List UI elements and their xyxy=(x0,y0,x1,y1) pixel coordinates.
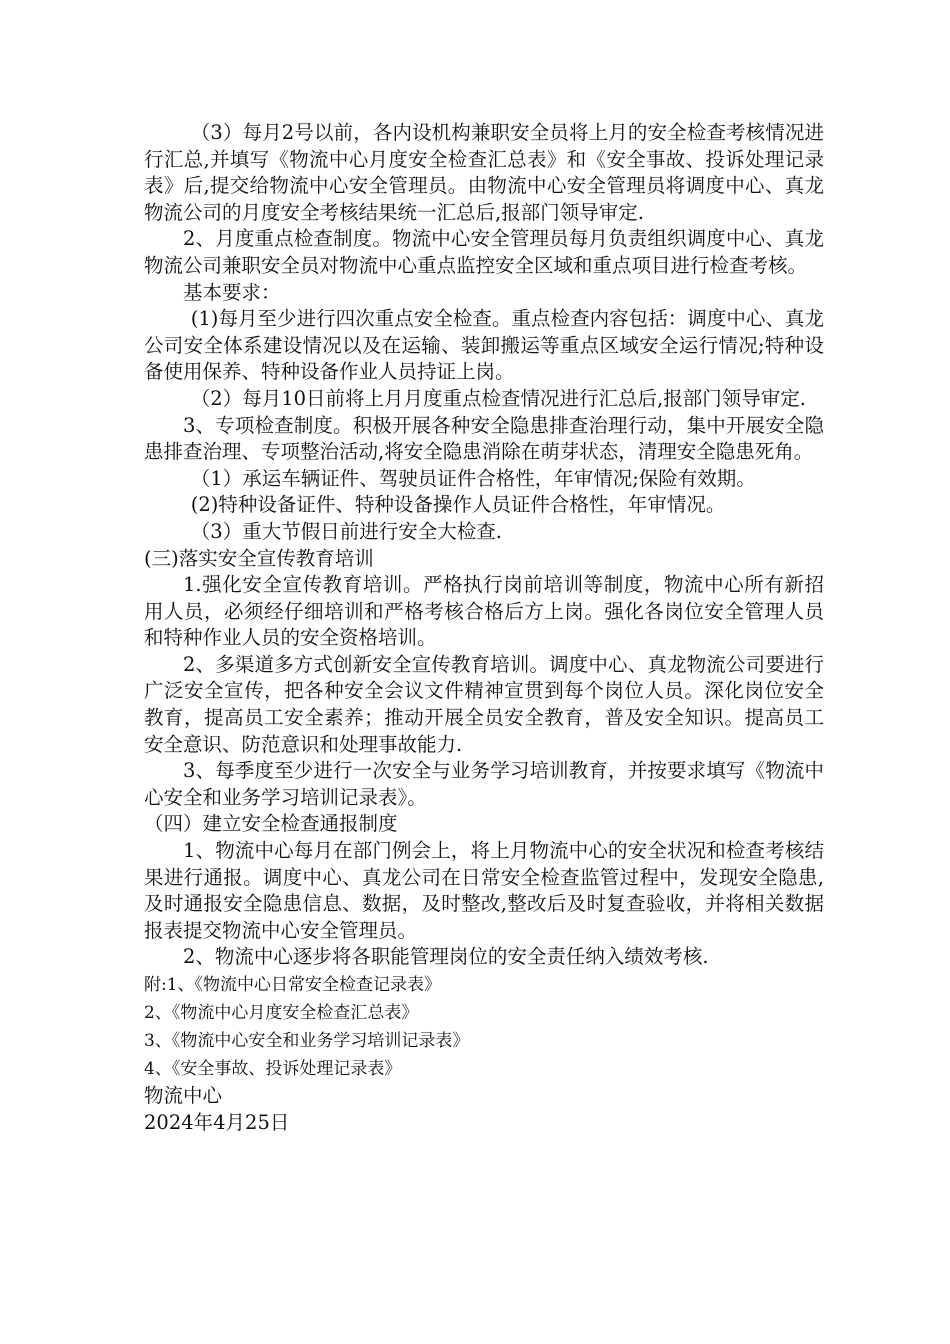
paragraph-requirement-2: （2）每月10日前将上月月度重点检查情况进行汇总后,报部门领导审定. xyxy=(190,386,806,410)
paragraph-special-item-2: (2)特种设备证件、特种设备操作人员证件合格性，年审情况。 xyxy=(190,493,726,517)
attachment-item-1: 附:1、《物流中心日常安全检查记录表》 xyxy=(144,975,442,995)
paragraph-requirement-1: (1)每月至少进行四次重点安全检查。重点检查内容包括：调度中心、真龙公司安全体系建设情况以及在运输、装卸搬运等重点区域安全运行情况;特种设备使用保养、特种设备作业人员持证上岗。 xyxy=(144,307,824,384)
paragraph-special-item-1: （1）承运车辆证件、驾驶员证件合格性，年审情况;保险有效期。 xyxy=(190,466,756,490)
paragraph-training-3: 3、每季度至少进行一次安全与业务学习培训教育，并按要求填写《物流中心安全和业务学习培训记录表》。 xyxy=(144,759,824,809)
paragraph-monthly-key-inspection: 2、月度重点检查制度。物流中心安全管理员每月负责组织调度中心、真龙物流公司兼职安全员对物流中心重点监控安全区域和重点项目进行检查考核。 xyxy=(144,227,824,277)
paragraph-training-1: 1.强化安全宣传教育培训。严格执行岗前培训等制度，物流中心所有新招用人员，必须经仔细培训和严格考核合格后方上岗。强化各岗位安全管理人员和特种作业人员的安全资格培训。 xyxy=(144,573,824,650)
paragraph-report-2: 2、物流中心逐步将各职能管理岗位的安全责任纳入绩效考核. xyxy=(183,945,709,969)
attachment-item-2: 2、《物流中心月度安全检查汇总表》 xyxy=(144,1003,419,1023)
paragraph-special-inspection: 3、专项检查制度。积极开展各种安全隐患排查治理行动，集中开展安全隐患排查治理、专项整治活动,将安全隐患消除在萌芽状态，清理安全隐患死角。 xyxy=(144,413,824,464)
paragraph-basic-requirements: 基本要求： xyxy=(183,280,281,304)
paragraph-report-1: 1、物流中心每月在部门例会上，将上月物流中心的安全状况和检查考核结果进行通报。调度中心、真龙公司在日常安全检查监管过程中，发现安全隐患,及时通报安全隐患信息、数据，及时整改,整改后及时复查验收，并将相关数据报表提交物流中心安全管理员。 xyxy=(144,839,824,942)
signature-org: 物流中心 xyxy=(144,1084,223,1107)
section-heading-4: （四）建立安全检查通报制度 xyxy=(144,812,398,836)
paragraph-monthly-summary: （3）每月2号以前，各内设机构兼职安全员将上月的安全检查考核情况进行汇总,并填写《物流中心月度安全检查汇总表》和《安全事故、投诉处理记录表》后,提交给物流中心安全管理员。由物流中心安全管理员将调度中心、真龙物流公司的月度安全考核结果统一汇总后,报部门领导审定. xyxy=(144,121,824,224)
signature-date: 2024年4月25日 xyxy=(144,1110,290,1134)
attachment-item-4: 4、《安全事故、投诉处理记录表》 xyxy=(144,1059,402,1079)
attachment-item-3: 3、《物流中心安全和业务学习培训记录表》 xyxy=(144,1031,470,1051)
section-heading-3: (三)落实安全宣传教育培训 xyxy=(144,546,374,570)
paragraph-special-item-3: （3）重大节假日前进行安全大检查. xyxy=(190,519,502,543)
paragraph-training-2: 2、多渠道多方式创新安全宣传教育培训。调度中心、真龙物流公司要进行广泛安全宣传，把各种安全会议文件精神宣贯到每个岗位人员。深化岗位安全教育，提高员工安全素养；推动开展全员安全教育，普及安全知识。提高员工安全意识、防范意识和处理事故能力. xyxy=(144,652,824,756)
document-body xyxy=(144,120,824,1136)
